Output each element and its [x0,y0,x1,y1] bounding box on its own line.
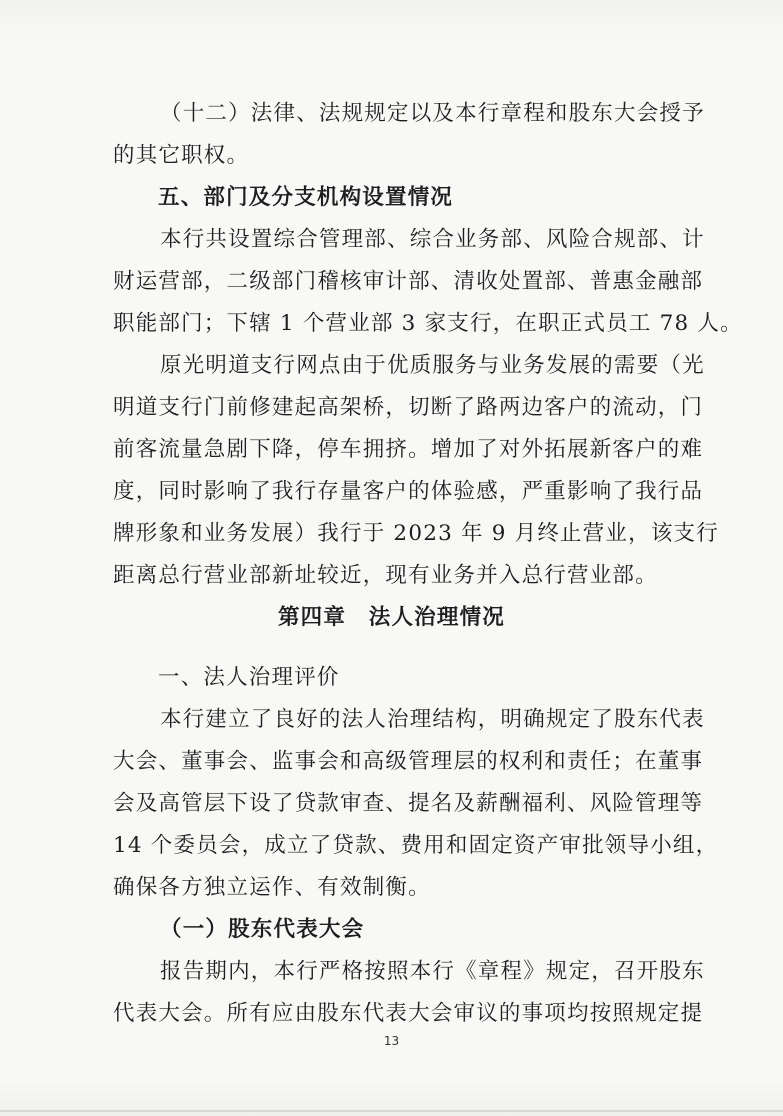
paragraph-line: 明道支行门前修建起高架桥，切断了路两边客户的流动，门 [113,395,704,420]
paragraph-line: 报告期内，本行严格按照本行《章程》规定，召开股东 [160,959,705,984]
paragraph-line: 的其它职权。 [113,143,250,168]
paragraph-line: （十二）法律、法规规定以及本行章程和股东大会授予 [160,101,705,126]
section-heading: 五、部门及分支机构设置情况 [158,185,454,210]
paragraph-line: 本行共设置综合管理部、综合业务部、风险合规部、计 [160,227,705,252]
paragraph-line: 距离总行营业部新址较近，现有业务并入总行营业部。 [113,563,658,588]
paragraph-line: 大会、董事会、监事会和高级管理层的权利和责任；在董事 [113,749,704,774]
page-bottom-edge [0,1110,783,1112]
page-number: 13 [383,1034,400,1048]
paragraph-line: 财运营部，二级部门稽核审计部、清收处置部、普惠金融部 [113,269,704,294]
subsection-heading: （一）股东代表大会 [160,917,365,942]
paragraph-line: 代表大会。所有应由股东代表大会审议的事项均按照规定提 [113,1001,704,1026]
section-heading: 一、法人治理评价 [158,665,340,690]
paragraph-line: 本行建立了良好的法人治理结构，明确规定了股东代表 [160,707,705,732]
chapter-title: 第四章 法人治理情况 [277,605,505,630]
paragraph-line: 14 个委员会，成立了贷款、费用和固定资产审批领导小组， [113,833,719,858]
paragraph-line: 确保各方独立运作、有效制衡。 [113,875,431,900]
paragraph-line: 度，同时影响了我行存量客户的体验感，严重影响了我行品 [113,479,704,504]
paragraph-line: 职能部门；下辖 1 个营业部 3 家支行，在职正式员工 78 人。 [113,311,743,336]
paragraph-line: 牌形象和业务发展）我行于 2023 年 9 月终止营业，该支行 [113,521,719,546]
paragraph-line: 原光明道支行网点由于优质服务与业务发展的需要（光 [160,353,705,378]
paragraph-line: 会及高管层下设了贷款审查、提名及薪酬福利、风险管理等 [113,791,704,816]
paragraph-line: 前客流量急剧下降，停车拥挤。增加了对外拓展新客户的难 [113,437,704,462]
